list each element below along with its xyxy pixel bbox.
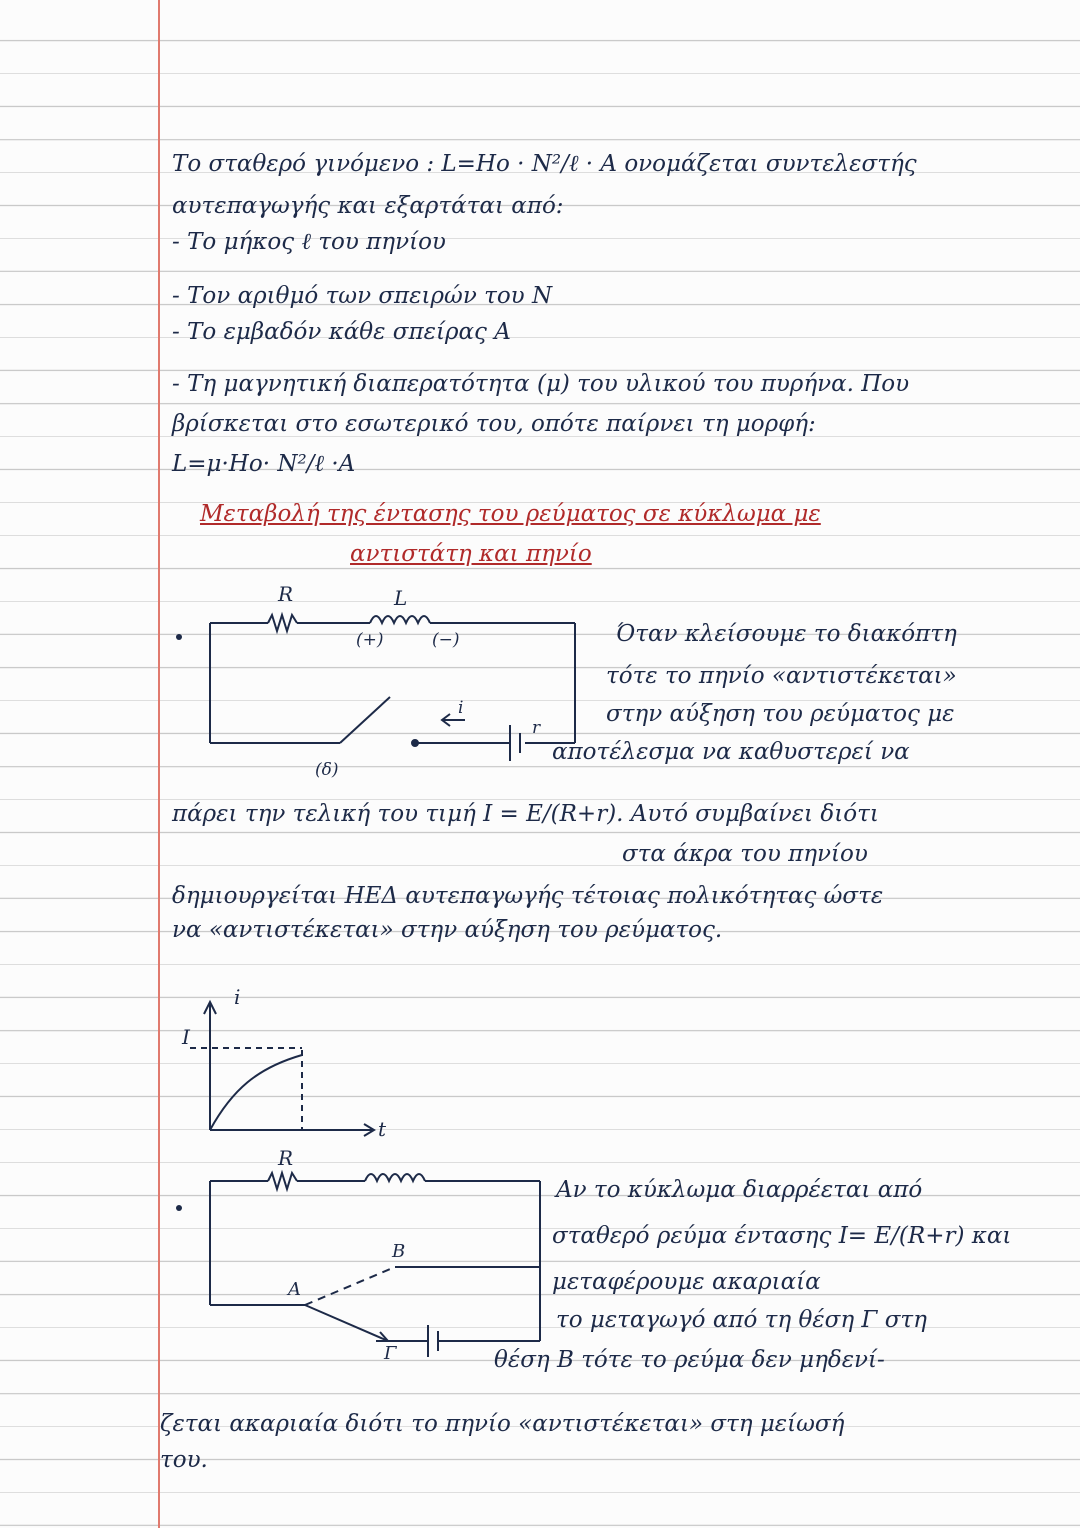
label-R: R [278, 582, 294, 606]
label-R: R [278, 1146, 294, 1170]
label-r: r [532, 718, 541, 738]
para2-line-2: σταθερό ρεύμα έντασης I= E/(R+r) και [552, 1223, 1012, 1249]
note-line-7: βρίσκεται στο εσωτερικό του, οπότε παίρνει τη μορφή: [172, 411, 816, 437]
note-line-1: Το σταθερό γινόμενο : L=Ho · N²/ℓ · A ονομάζεται συντελεστής [172, 151, 917, 177]
note-line-8: L=μ·Ho· N²/ℓ ·A [172, 451, 356, 477]
label-current: i [458, 698, 464, 718]
note-line-2: αυτεπαγωγής και εξαρτάται από: [172, 193, 564, 219]
section-heading-2: αντιστάτη και πηνίο [350, 541, 592, 567]
label-L: L [394, 586, 408, 610]
para1-line-7: δημιουργείται ΗΕΔ αυτεπαγωγής τέτοιας πολικότητας ώστε [172, 883, 884, 909]
para1-line-8: να «αντιστέκεται» στην αύξηση του ρεύματος. [172, 917, 723, 943]
graph-x-label: t [378, 1117, 387, 1141]
margin-line [158, 0, 160, 1528]
graph-y-label: i [234, 985, 241, 1009]
para2-line-6: ζεται ακαριαία διότι το πηνίο «αντιστέκεται» στη μείωσή [160, 1411, 845, 1437]
para2-line-3: μεταφέρουμε ακαριαία [552, 1269, 821, 1295]
note-line-3: - Το μήκος ℓ του πηνίου [172, 229, 446, 255]
note-line-6: - Τη μαγνητική διαπερατότητα (μ) του υλικού του πυρήνα. Που [172, 371, 910, 397]
current-time-graph [172, 985, 412, 1145]
section-heading-1: Μεταβολή της έντασης του ρεύματος σε κύκλωμα με [200, 501, 821, 527]
label-Gamma: Γ [384, 1343, 397, 1364]
para1-line-4: αποτέλεσμα να καθυστερεί να [552, 739, 910, 765]
para1-line-5: πάρει την τελική του τιμή I = E/(R+r). Αυτό συμβαίνει διότι [172, 801, 879, 827]
rl-switching-circuit-diagram [190, 1145, 550, 1364]
para2-line-4: το μεταγωγό από τη θέση Γ στη [556, 1307, 927, 1333]
label-minus: (−) [432, 630, 460, 650]
label-switch: (δ) [315, 760, 339, 780]
label-plus: (+) [356, 630, 384, 650]
note-line-5: - Το εμβαδόν κάθε σπείρας A [172, 319, 511, 345]
para1-line-3: στην αύξηση του ρεύματος με [606, 701, 955, 727]
para1-line-1: Όταν κλείσουμε το διακόπτη [616, 621, 957, 647]
para2-line-7: του. [160, 1447, 208, 1473]
note-line-4: - Τον αριθμό των σπειρών του N [172, 283, 553, 309]
para1-line-6: στα άκρα του πηνίου [622, 841, 868, 867]
label-B: B [392, 1241, 406, 1262]
rl-circuit-diagram [180, 575, 600, 785]
graph-I-label: I [182, 1025, 190, 1049]
para2-line-1: Αν το κύκλωμα διαρρέεται από [556, 1177, 923, 1203]
para1-line-2: τότε το πηνίο «αντιστέκεται» [606, 663, 957, 689]
bullet [176, 1205, 182, 1211]
para2-line-5: θέση B τότε το ρεύμα δεν μηδενί- [494, 1347, 885, 1373]
label-A: A [288, 1279, 301, 1300]
